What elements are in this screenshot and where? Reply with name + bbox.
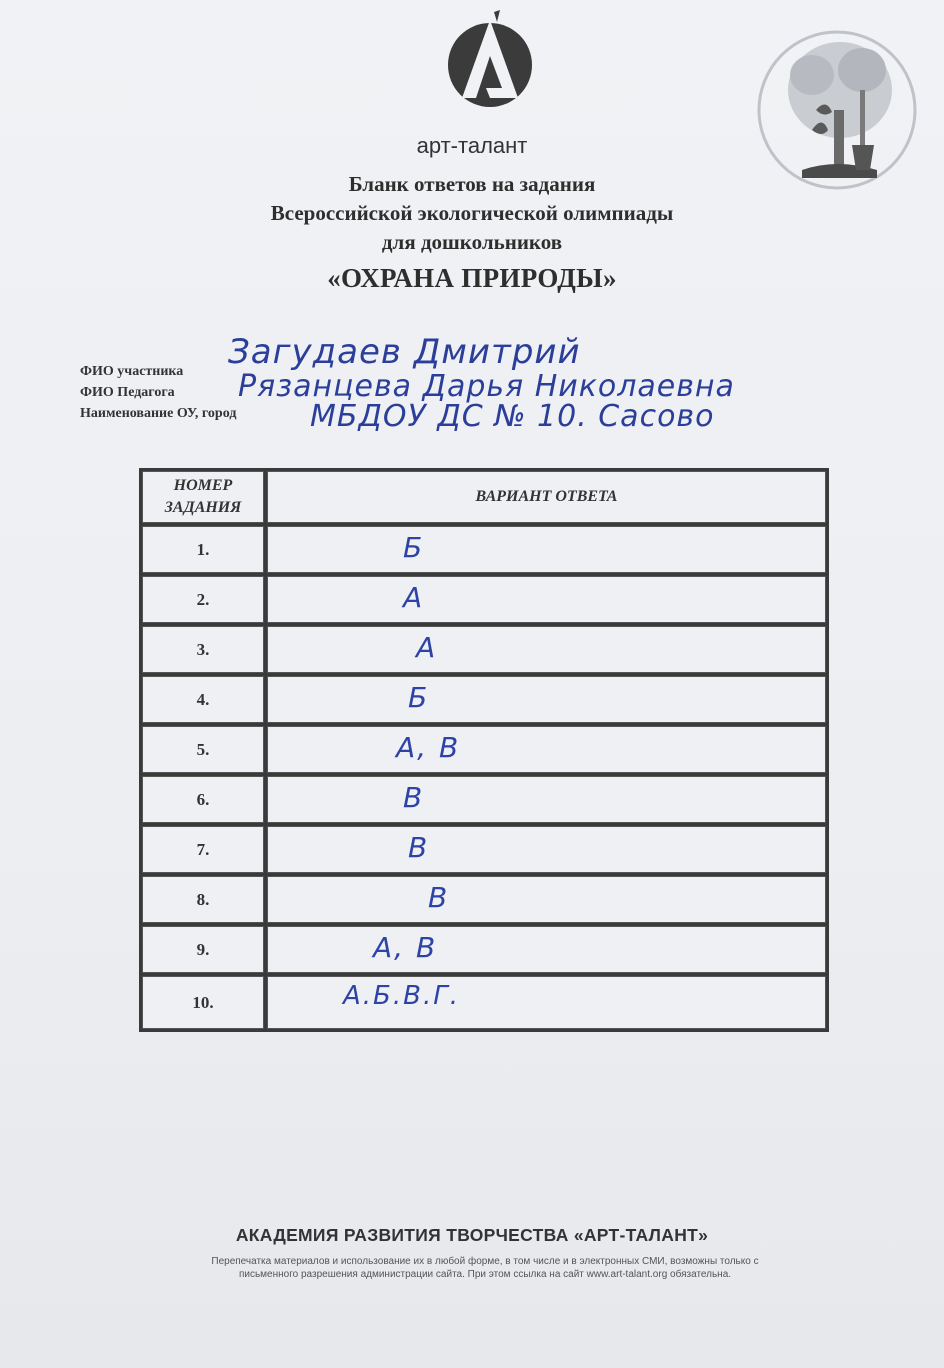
table-row (142, 626, 826, 673)
answer-value: В (403, 781, 425, 814)
table-row (142, 726, 826, 773)
task-number: 2. (142, 576, 264, 623)
institution-name: МБДОУ ДС № 10. Сасово (310, 399, 715, 434)
copyright-note: Перепечатка материалов и использование их в любой форме, в том числе и в электронных СМИ, возможны только с письменного разрешения администрации сайта. При этом ссылка на сайт www.art-talant.org обязательна. (211, 1256, 759, 1280)
answer-value: А, В (396, 731, 461, 764)
table-row (142, 576, 826, 623)
table-header (142, 471, 826, 523)
table-row (142, 876, 826, 923)
table-row (142, 676, 826, 723)
footer-title: АКАДЕМИЯ РАЗВИТИЯ ТВОРЧЕСТВА «АРТ-ТАЛАНТ» (235, 1225, 709, 1245)
answer-value: А (403, 581, 425, 614)
teacher-label: ФИО Педагога (80, 385, 175, 400)
brand-name: арт-талант (416, 133, 528, 158)
answer-value: Б (408, 681, 430, 714)
task-number: 9. (142, 926, 264, 973)
column-header-number: НОМЕР ЗАДАНИЯ (142, 471, 264, 523)
institution-label: Наименование ОУ, город (80, 406, 237, 421)
task-number: 1. (142, 526, 264, 573)
table-row (142, 926, 826, 973)
answer-value: В (428, 881, 450, 914)
task-number: 4. (142, 676, 264, 723)
answers-table (139, 468, 829, 1032)
answer-value: А.Б.В.Г. (343, 981, 461, 1011)
task-number: 3. (142, 626, 264, 673)
participant-name: Загудаев Дмитрий (228, 332, 581, 372)
task-number: 8. (142, 876, 264, 923)
answer-value: Б (403, 531, 425, 564)
participant-label: ФИО участника (80, 364, 184, 379)
table-row (142, 976, 826, 1029)
table-row (142, 826, 826, 873)
table-row (142, 776, 826, 823)
olympiad-name: «ОХРАНА ПРИРОДЫ» (327, 263, 617, 293)
column-header-answer: ВАРИАНТ ОТВЕТА (267, 471, 826, 523)
task-number: 10. (142, 976, 264, 1029)
table-row (142, 526, 826, 573)
task-number: 6. (142, 776, 264, 823)
art-talant-logo (440, 10, 540, 120)
form-title-line2: Всероссийской экологической олимпиады (270, 201, 674, 225)
task-number: 7. (142, 826, 264, 873)
task-number: 5. (142, 726, 264, 773)
form-title-line1: Бланк ответов на задания (348, 172, 596, 196)
form-title-line3: для дошкольников (381, 230, 563, 254)
answer-value: А, В (373, 931, 438, 964)
answer-value: А (416, 631, 438, 664)
teacher-name: Рязанцева Дарья Николаевна (238, 369, 735, 404)
answer-value: В (408, 831, 430, 864)
